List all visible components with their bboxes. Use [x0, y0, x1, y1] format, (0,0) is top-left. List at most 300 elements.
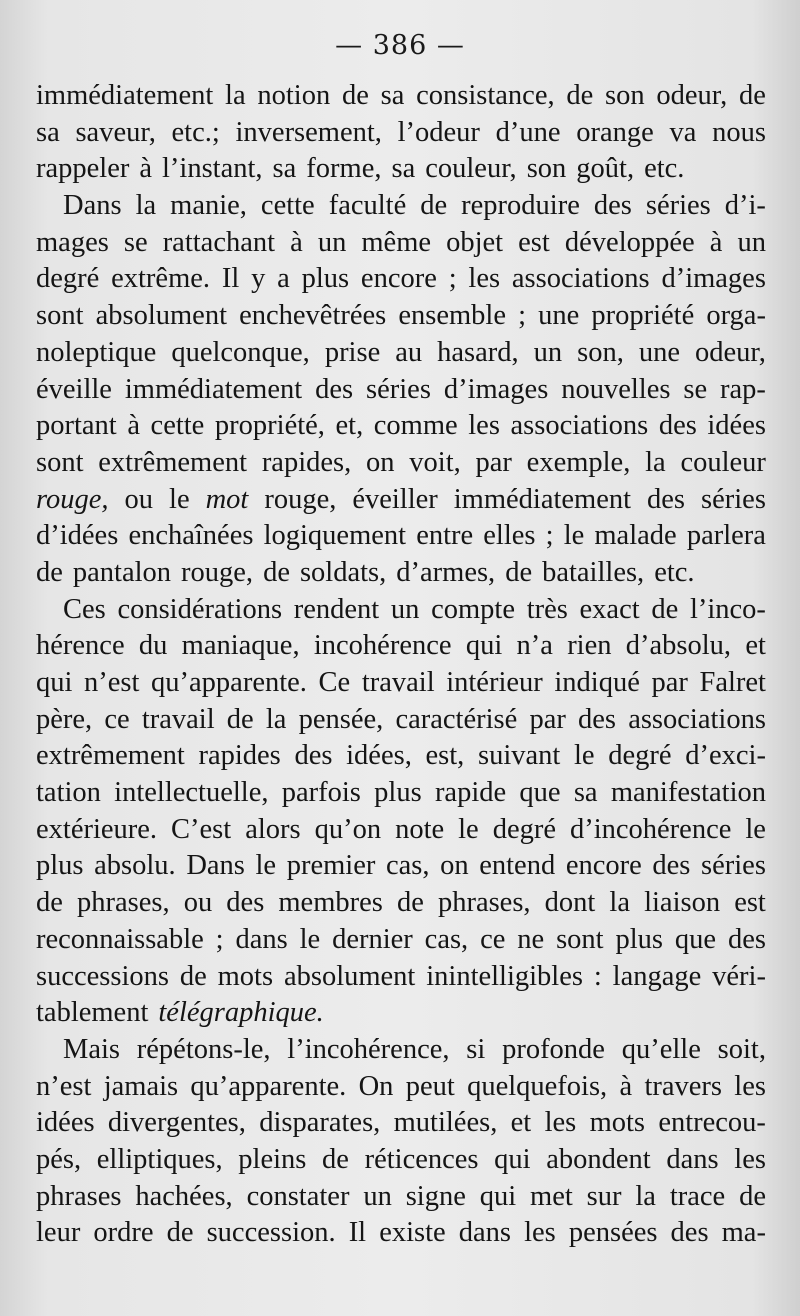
word: travail	[141, 703, 215, 735]
text-line	[36, 151, 766, 188]
word: caractérisé	[395, 703, 518, 735]
word: Dans	[63, 190, 122, 222]
word: un	[363, 1180, 392, 1212]
word: signe	[405, 1180, 466, 1212]
word: peut	[405, 1070, 455, 1102]
word: télégraphique.	[158, 997, 324, 1029]
word: orange	[576, 116, 654, 148]
word: ce	[104, 703, 130, 735]
word: propriété	[591, 300, 695, 332]
word: faculté	[328, 190, 407, 222]
word: absolument	[283, 960, 416, 992]
word: de	[36, 887, 63, 919]
word: mots	[589, 1107, 645, 1139]
word: d’une	[495, 116, 561, 148]
word: de	[322, 1143, 349, 1175]
word: une	[638, 336, 681, 368]
word: se	[683, 373, 708, 405]
word: degré	[492, 813, 556, 845]
word: succession.	[206, 1217, 336, 1249]
word: se	[123, 226, 148, 258]
word: ;	[518, 300, 527, 332]
word: la	[609, 887, 630, 919]
word: Il	[221, 263, 240, 295]
word: séries	[701, 483, 766, 515]
text-line	[36, 115, 766, 152]
word: extérieure.	[36, 813, 158, 845]
word: travers	[644, 1070, 722, 1102]
word: alors	[245, 813, 301, 845]
word: compte	[431, 593, 515, 625]
word: des	[315, 373, 354, 405]
word: :	[593, 960, 602, 992]
word: objet	[446, 226, 504, 258]
word: est	[734, 887, 766, 919]
word: nouvelles	[561, 373, 671, 405]
word: de	[651, 593, 679, 625]
word: d’absolu,	[625, 630, 732, 662]
word: idées	[36, 1107, 95, 1139]
page-number: — 386 —	[335, 30, 465, 61]
word: Dans	[186, 850, 245, 882]
word: sont	[556, 923, 604, 955]
word: absolument	[95, 300, 228, 332]
word: on	[440, 850, 469, 882]
text-line	[36, 1215, 766, 1252]
word: de	[566, 80, 594, 111]
word: des	[647, 483, 686, 515]
word: le	[745, 813, 766, 845]
word: d’armes,	[396, 556, 496, 588]
word: ;	[545, 520, 554, 552]
word: dans	[666, 1143, 719, 1175]
word: phrases	[36, 1180, 122, 1212]
word: extrême.	[111, 263, 211, 295]
word: considérations	[117, 593, 283, 625]
word: rappeler	[36, 153, 130, 185]
word: rouge,	[181, 556, 254, 588]
word: quelconque,	[171, 336, 310, 368]
text-line	[36, 848, 766, 885]
word: des	[294, 740, 333, 772]
word: d’incohérence	[569, 813, 732, 845]
word: développée	[564, 226, 695, 258]
word: trace	[669, 1180, 726, 1212]
word: un	[317, 226, 347, 258]
word: ou	[183, 887, 213, 919]
word: à	[127, 410, 140, 442]
word: reconnaissable	[36, 923, 204, 955]
word: encore	[565, 850, 642, 882]
word: sa	[36, 116, 60, 148]
word: phrases,	[77, 887, 170, 919]
word: d’i-	[724, 190, 766, 222]
word: même	[361, 226, 432, 258]
word: portant	[36, 410, 117, 442]
word: n’est	[36, 1070, 92, 1102]
word: consistance,	[416, 80, 555, 111]
word: ;	[215, 923, 224, 955]
word: des	[652, 850, 691, 882]
word: sont	[36, 446, 84, 478]
word: qu’elle	[621, 1033, 701, 1065]
word: le	[299, 923, 321, 955]
word: existe	[379, 1217, 446, 1249]
body-text	[36, 78, 766, 1252]
word: n’a	[516, 630, 553, 662]
word: inversement,	[235, 116, 382, 148]
word: des	[593, 190, 632, 222]
word: abondent	[546, 1143, 651, 1175]
word: rapides	[198, 740, 281, 772]
word: couleur,	[425, 153, 517, 185]
word: l’incohérence,	[287, 1033, 450, 1065]
word: cas,	[385, 850, 430, 882]
word: séries	[645, 190, 711, 222]
word: pleins	[238, 1143, 307, 1175]
word: de	[166, 1217, 194, 1249]
word: forme,	[306, 153, 382, 185]
word: le	[458, 813, 479, 845]
word: Falret	[699, 667, 766, 698]
word: par	[529, 703, 566, 735]
word: maniaque,	[181, 630, 300, 662]
word: par	[651, 667, 688, 698]
word: sont	[36, 300, 84, 332]
word: une	[538, 300, 580, 332]
word: de	[179, 960, 207, 992]
word: des	[727, 923, 766, 955]
word: prise	[324, 336, 381, 368]
word: un	[737, 226, 766, 258]
text-line	[36, 518, 766, 555]
word: encore	[360, 263, 437, 295]
word: enchaînées	[128, 520, 254, 552]
word: dernier	[332, 923, 413, 955]
word: un	[533, 336, 563, 368]
text-line	[36, 738, 766, 775]
word: de	[341, 80, 369, 111]
word: divergentes,	[107, 1107, 246, 1139]
word: le	[574, 740, 595, 772]
word: Ces	[63, 593, 106, 625]
word: phrases,	[437, 887, 531, 919]
word: rapide	[434, 777, 507, 809]
text-line	[36, 628, 766, 665]
word: la	[645, 446, 666, 478]
word: incohérence	[313, 630, 452, 662]
word: tation	[36, 777, 101, 809]
word: ordre	[93, 1217, 154, 1249]
word: soldats,	[299, 556, 387, 588]
word: pensée,	[298, 703, 384, 735]
word: des	[670, 1217, 709, 1249]
word: dans	[235, 923, 288, 955]
word: les	[544, 1107, 577, 1139]
word: qu’on	[314, 813, 382, 845]
word: etc.	[654, 556, 695, 588]
word: tablement	[36, 997, 149, 1029]
word: notion	[257, 80, 331, 111]
word: à	[290, 226, 303, 258]
word: liaison	[644, 887, 721, 919]
word: cette	[260, 190, 315, 222]
word: la	[635, 1180, 656, 1212]
word: mages	[36, 226, 109, 258]
word: ou	[124, 483, 154, 515]
word: membres	[278, 887, 383, 919]
word: idées	[707, 410, 766, 442]
word: exemple,	[526, 446, 631, 478]
word: entrecou-	[658, 1107, 766, 1139]
word: manie,	[170, 190, 247, 222]
word: Il	[348, 1217, 367, 1249]
word: est	[518, 226, 550, 258]
word: qui	[479, 1180, 517, 1212]
word: intellectuelle,	[114, 777, 269, 809]
word: d’idées	[36, 520, 119, 552]
text-line	[36, 298, 766, 335]
text-line	[36, 1142, 766, 1179]
word: ne	[517, 923, 545, 955]
word: premier	[286, 850, 376, 882]
word: leur	[36, 1217, 81, 1249]
word: extrêmement	[98, 446, 248, 478]
word: note	[395, 813, 445, 845]
word: propriété,	[214, 410, 325, 442]
word: qui	[494, 1143, 531, 1175]
word: elliptiques,	[96, 1143, 223, 1175]
word: hachées,	[135, 1180, 233, 1212]
word: et	[745, 630, 766, 662]
word: père,	[36, 703, 93, 735]
word: la	[135, 190, 157, 222]
word: odeur,	[656, 80, 728, 111]
word: le	[255, 850, 277, 882]
word: réticences	[364, 1143, 479, 1175]
word: et,	[335, 410, 364, 442]
word: éveille	[36, 373, 112, 405]
word: véri-	[712, 960, 766, 992]
word: etc.	[644, 153, 685, 185]
word: voit,	[409, 446, 461, 478]
word: pensées	[568, 1217, 658, 1249]
word: associations	[511, 263, 650, 295]
word: hasard,	[437, 336, 519, 368]
word: rouge,	[36, 483, 109, 515]
text-line	[36, 665, 766, 702]
text-line	[36, 702, 766, 739]
word: ;	[448, 263, 457, 295]
word: un	[390, 593, 420, 625]
word: rapides,	[261, 446, 352, 478]
word: plus	[36, 850, 84, 882]
word: intérieur	[446, 667, 543, 698]
text-line	[36, 995, 766, 1032]
word: immédiatement	[124, 373, 303, 405]
word: entend	[479, 850, 556, 882]
word: parlera	[686, 520, 766, 552]
word: son,	[577, 336, 624, 368]
word: les	[468, 410, 500, 442]
word: les	[524, 1217, 556, 1249]
word: rap-	[720, 373, 766, 405]
word: séries	[701, 850, 766, 882]
word: dont	[544, 887, 596, 919]
word: reproduire	[461, 190, 580, 222]
word: cette	[150, 410, 205, 442]
word: logiquement	[263, 520, 407, 552]
word: odeur,	[695, 336, 766, 368]
word: disparates,	[259, 1107, 381, 1139]
word: sa	[272, 153, 297, 185]
word: sa	[380, 80, 405, 111]
word: mots	[217, 960, 274, 992]
word: d’images	[661, 263, 766, 295]
word: ce	[480, 923, 506, 955]
word: associations	[628, 703, 766, 735]
word: met	[530, 1180, 573, 1212]
text-line	[36, 1105, 766, 1142]
word: va	[669, 116, 697, 148]
word: n’est	[84, 667, 140, 698]
word: la	[265, 703, 287, 735]
word: noleptique	[36, 336, 157, 368]
word: à	[139, 153, 153, 185]
word: et	[510, 1107, 532, 1139]
word: les	[734, 1143, 766, 1175]
word: elles	[483, 520, 536, 552]
word: de	[226, 703, 254, 735]
text-line	[36, 1179, 766, 1216]
word: qu’apparente.	[190, 1070, 347, 1102]
word: On	[358, 1070, 394, 1102]
word: ma-	[721, 1217, 766, 1249]
word: au	[395, 336, 423, 368]
word: à	[619, 1070, 633, 1102]
word: plus	[615, 923, 663, 955]
word: par	[475, 446, 512, 478]
word: d’exci-	[685, 740, 766, 772]
word: ensemble	[398, 300, 506, 332]
text-line	[36, 959, 766, 996]
word: C’est	[171, 813, 232, 845]
word: comme	[373, 410, 458, 442]
word: d’images	[443, 373, 549, 405]
word: Ce	[318, 667, 351, 698]
text-line	[36, 555, 766, 592]
word: Mais	[63, 1033, 120, 1065]
word: du	[138, 630, 168, 662]
word: quelquefois,	[467, 1070, 608, 1102]
word: l’inco-	[689, 593, 766, 625]
text-line	[36, 592, 766, 629]
word: constater	[246, 1180, 350, 1212]
word: malade	[594, 520, 677, 552]
text-line	[36, 812, 766, 849]
word: jamais	[103, 1070, 179, 1102]
text-line	[36, 885, 766, 922]
text-line	[36, 775, 766, 812]
word: de	[505, 556, 533, 588]
word: sur	[586, 1180, 622, 1212]
word: travail	[361, 667, 435, 698]
text-line	[36, 922, 766, 959]
text-line	[36, 188, 766, 225]
word: de	[738, 80, 766, 111]
text-line	[36, 482, 766, 519]
word: soit,	[717, 1033, 766, 1065]
text-line	[36, 372, 766, 409]
word: parfois	[281, 777, 361, 809]
word: le	[169, 483, 190, 515]
word: manifestation	[610, 777, 766, 809]
word: pantalon	[72, 556, 172, 588]
word: rien	[567, 630, 612, 662]
word: qu’apparente.	[151, 667, 307, 698]
word: rattachant	[162, 226, 276, 258]
word: si	[466, 1033, 486, 1065]
word: les	[734, 1070, 766, 1102]
text-line	[36, 445, 766, 482]
word: saveur,	[75, 116, 156, 148]
word: profonde	[502, 1033, 605, 1065]
word: le	[563, 520, 585, 552]
word: qui	[36, 667, 73, 698]
word: que	[674, 923, 717, 955]
text-line	[36, 1032, 766, 1069]
word: à	[709, 226, 723, 258]
word: sa	[391, 153, 416, 185]
word: de	[396, 887, 424, 919]
word: les	[468, 263, 501, 295]
word: rendent	[293, 593, 380, 625]
word: de	[36, 556, 63, 588]
word: a	[277, 263, 290, 295]
word: de	[420, 190, 448, 222]
word: plus	[374, 777, 422, 809]
word: absolu.	[94, 850, 176, 882]
word: immédiatement	[36, 80, 214, 111]
word: associations	[510, 410, 649, 442]
word: est,	[425, 740, 465, 772]
word: séries	[366, 373, 431, 405]
word: etc.;	[171, 116, 220, 148]
word: des	[658, 410, 697, 442]
word: langage	[612, 960, 702, 992]
word: rouge,	[264, 483, 337, 515]
word: on	[366, 446, 395, 478]
word: que	[519, 777, 561, 809]
word: nous	[712, 116, 766, 148]
word: de	[263, 556, 290, 588]
text-line	[36, 261, 766, 298]
word: de	[739, 1180, 766, 1212]
word: plus	[301, 263, 350, 295]
word: suivant	[478, 740, 561, 772]
word: l’instant,	[162, 153, 263, 185]
text-line	[36, 335, 766, 372]
word: des	[226, 887, 265, 919]
word: mutilées,	[393, 1107, 498, 1139]
word: dans	[458, 1217, 511, 1249]
word: goût,	[576, 153, 635, 185]
word: inintelligibles	[426, 960, 583, 992]
word: éveiller	[352, 483, 438, 515]
word: batailles,	[542, 556, 645, 588]
word: la	[225, 80, 246, 111]
text-line	[36, 78, 766, 115]
